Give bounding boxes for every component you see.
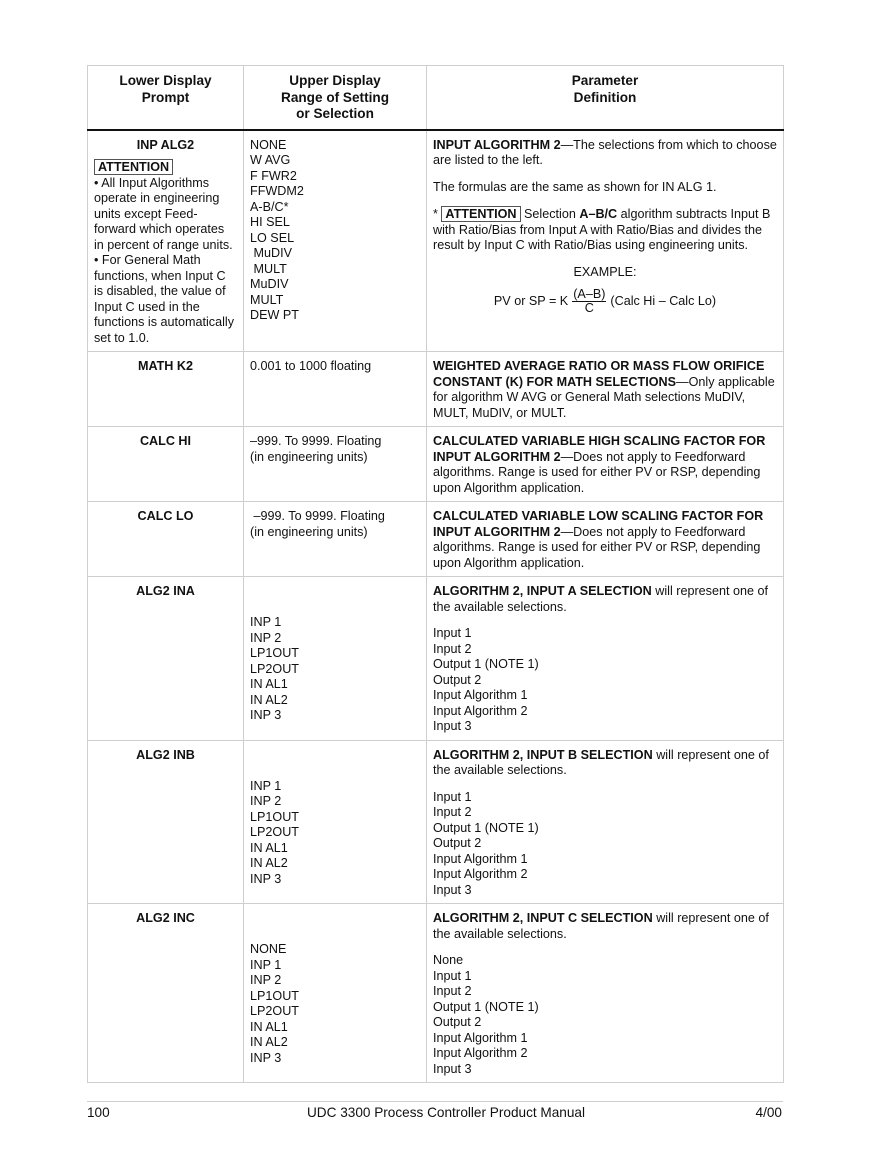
option-item: LO SEL [250,230,295,245]
definition-cell [427,427,784,502]
formula-right: (Calc Hi – Calc Lo) [610,293,717,308]
parameter-table [87,65,784,1083]
option-item: MuDIV [250,246,292,260]
range-units: (in engineering units) [250,524,368,539]
selection-meaning: Input 3 [433,1061,472,1076]
range-cell [244,427,427,502]
selection-meaning: Input Algorithm 1 [433,688,528,702]
prompt-cell [88,740,244,904]
table-row-math-k2 [88,352,784,427]
option-item: IN AL1 [250,677,288,691]
definition-cell [427,577,784,741]
option-item: HI SEL [250,215,290,229]
definition-text: will represent one of the available selections. [433,747,769,777]
definition-text: —The selections from which to choose are listed to the left. [433,137,777,167]
selection-meaning: Input 1 [433,968,472,983]
option-item: LP1OUT [250,646,299,660]
attention-note [94,159,237,346]
range-cell [244,352,427,427]
formula-denominator: C [584,301,594,315]
formula [433,288,777,315]
selection-meaning: Output 1 (NOTE 1) [433,820,539,835]
range-text: –999. To 9999. Floating [250,509,385,523]
prompt-cell [88,352,244,427]
option-item: FFWDM2 [250,184,304,198]
selection-meaning: Input 1 [433,626,472,640]
range-cell [244,502,427,577]
definition-title: WEIGHTED AVERAGE RATIO OR MASS FLOW ORIFICE CONSTANT (K) FOR MATH SELECTIONS [433,359,765,389]
option-item: LP1OUT [250,988,299,1003]
definition-paragraph [433,584,777,615]
formula-fraction [572,288,606,315]
selection-meaning: None [433,953,464,967]
definition-title: CALCULATED VARIABLE LOW SCALING FACTOR FOR INPUT ALGORITHM 2 [433,509,764,539]
selection-prefix: Selection [520,207,580,221]
definition-cell [427,904,784,1083]
definition-title: ALGORITHM 2, INPUT A SELECTION [433,584,652,598]
selection-meaning: Output 2 [433,1015,482,1029]
prompt-label: ALG2 INC [136,911,195,925]
prompt-cell [88,904,244,1083]
definition-cell [427,502,784,577]
option-item: INP 2 [250,630,282,645]
selection-meaning: Input Algorithm 2 [433,703,528,718]
definition-title: ALGORITHM 2, INPUT B SELECTION [433,747,653,762]
prompt-cell [88,577,244,741]
table-row-alg2-ina [88,577,784,741]
definition-text: —Does not apply to Feedforward algorithms. Range is used for either PV or RSP, depending upon Algorithm application. [433,524,761,570]
definition-cell [427,352,784,427]
option-item: IN AL2 [250,856,288,870]
selection-meaning: Output 1 (NOTE 1) [433,999,539,1014]
selection-meaning: Output 2 [433,672,482,687]
table-row-calc-hi [88,427,784,502]
option-item: MULT [250,261,287,276]
selection-meaning: Input 3 [433,882,472,897]
note-item: • For General Math functions, when Input C is disabled, the value of Input C used in the functions is automatically set to 1.0. [94,253,234,345]
selection-meaning: Input 2 [433,805,472,819]
option-item: A-B/C* [250,199,289,214]
range-units: (in engineering units) [250,449,368,464]
option-item: INP 1 [250,778,282,793]
selection-meaning: Output 2 [433,836,482,850]
option-item: MuDIV [250,277,289,291]
range-cell [244,130,427,352]
selection-text: algorithm subtracts Input B with Ratio/Bias from Input A with Ratio/Bias and divides the result by Input C with Ratio/Bias using engineering units. [433,207,771,252]
option-item: INP 2 [250,794,282,808]
option-item: LP2OUT [250,1004,299,1018]
option-item: INP 1 [250,615,282,629]
table-row-alg2-inb [88,740,784,904]
definition-cell [427,740,784,904]
selection-meaning: Input Algorithm 2 [433,867,528,881]
footer-date: 4/00 [755,1105,782,1120]
option-item: IN AL2 [250,1035,288,1049]
header-upper-display-range: Upper Display Range of Setting or Selection [244,66,427,130]
selection-meaning: Input 3 [433,719,472,733]
option-item: LP2OUT [250,661,299,676]
definition-cell [427,130,784,352]
prompt-label: MATH K2 [137,359,194,373]
option-item: INP 3 [250,1050,282,1065]
selection-meaning: Input Algorithm 1 [433,851,528,866]
selection-meaning: Input 1 [433,789,472,804]
prompt-cell [88,427,244,502]
selection-meaning: Input Algorithm 2 [433,1046,528,1060]
option-item: INP 3 [250,708,282,722]
attention-paragraph [433,206,777,254]
definition-text: will represent one of the available selections. [433,911,769,941]
example-label: EXAMPLE: [573,264,637,279]
definition-title: ALGORITHM 2, INPUT C SELECTION [433,911,653,925]
selection-bold: A–B/C [579,207,618,221]
selection-meaning: Input 2 [433,984,472,998]
definition-title: INPUT ALGORITHM 2 [433,137,561,152]
option-item: LP2OUT [250,825,299,839]
option-item: INP 2 [250,973,282,987]
option-item: NONE [250,137,287,152]
table-header-row [88,66,784,130]
definition-paragraph [433,911,777,942]
table-row-alg2-inc [88,904,784,1083]
note-item: • All Input Algorithms operate in engineering units except Feed-forward which operates in percent of range units. [94,175,233,252]
footer-divider [87,1101,783,1102]
table-row-calc-lo [88,502,784,577]
prompt-cell [88,130,244,352]
prompt-label: ALG2 INA [136,584,195,598]
definition-text: will represent one of the available selections. [433,584,768,614]
range-cell [244,577,427,741]
range-cell [244,904,427,1083]
option-item: F FWR2 [250,168,297,183]
option-item: IN AL2 [250,692,288,707]
table-row-inp-alg2 [88,130,784,352]
option-item: INP 3 [250,871,282,886]
footer-title: UDC 3300 Process Controller Product Manual [306,1105,586,1120]
definition-text: —Does not apply to Feedforward algorithms. Range is used for either PV or RSP, depending upon Algorithm application. [433,449,761,495]
attention-box: ATTENTION [441,206,520,222]
prompt-label: CALC LO [137,509,194,523]
header-lower-display-prompt: Lower Display Prompt [88,66,244,130]
prompt-label: INP ALG2 [136,137,195,152]
formula-left: PV or SP = K [493,293,569,308]
page-number: 100 [87,1105,110,1120]
range-cell [244,740,427,904]
prompt-label: CALC HI [139,434,192,448]
option-item: IN AL1 [250,840,288,855]
range-text: –999. To 9999. Floating [250,434,382,448]
selection-meaning: Output 1 (NOTE 1) [433,657,539,671]
prompt-cell [88,502,244,577]
option-item: NONE [250,942,287,956]
attention-box: ATTENTION [94,159,173,175]
asterisk: * [433,207,438,221]
option-item: IN AL1 [250,1019,288,1034]
definition-text: —Only applicable for algorithm W AVG or General Math selections MuDIV, MULT, MuDIV, or MULT. [433,374,775,420]
header-parameter-definition: Parameter Definition [427,66,784,130]
definition-paragraph [433,748,777,779]
option-item: INP 1 [250,957,282,972]
option-item: LP1OUT [250,809,299,824]
option-item: DEW PT [250,308,299,322]
formulas-note: The formulas are the same as shown for IN ALG 1. [433,179,717,194]
definition-paragraph [433,138,777,169]
definition-title: CALCULATED VARIABLE HIGH SCALING FACTOR FOR INPUT ALGORITHM 2 [433,434,766,464]
option-item: W AVG [250,153,291,167]
formula-numerator: (A–B) [573,287,606,301]
option-item: MULT [250,292,284,307]
range-text: 0.001 to 1000 floating [250,359,372,373]
selection-meaning: Input Algorithm 1 [433,1030,528,1045]
selection-meaning: Input 2 [433,641,472,656]
prompt-label: ALG2 INB [136,747,195,762]
